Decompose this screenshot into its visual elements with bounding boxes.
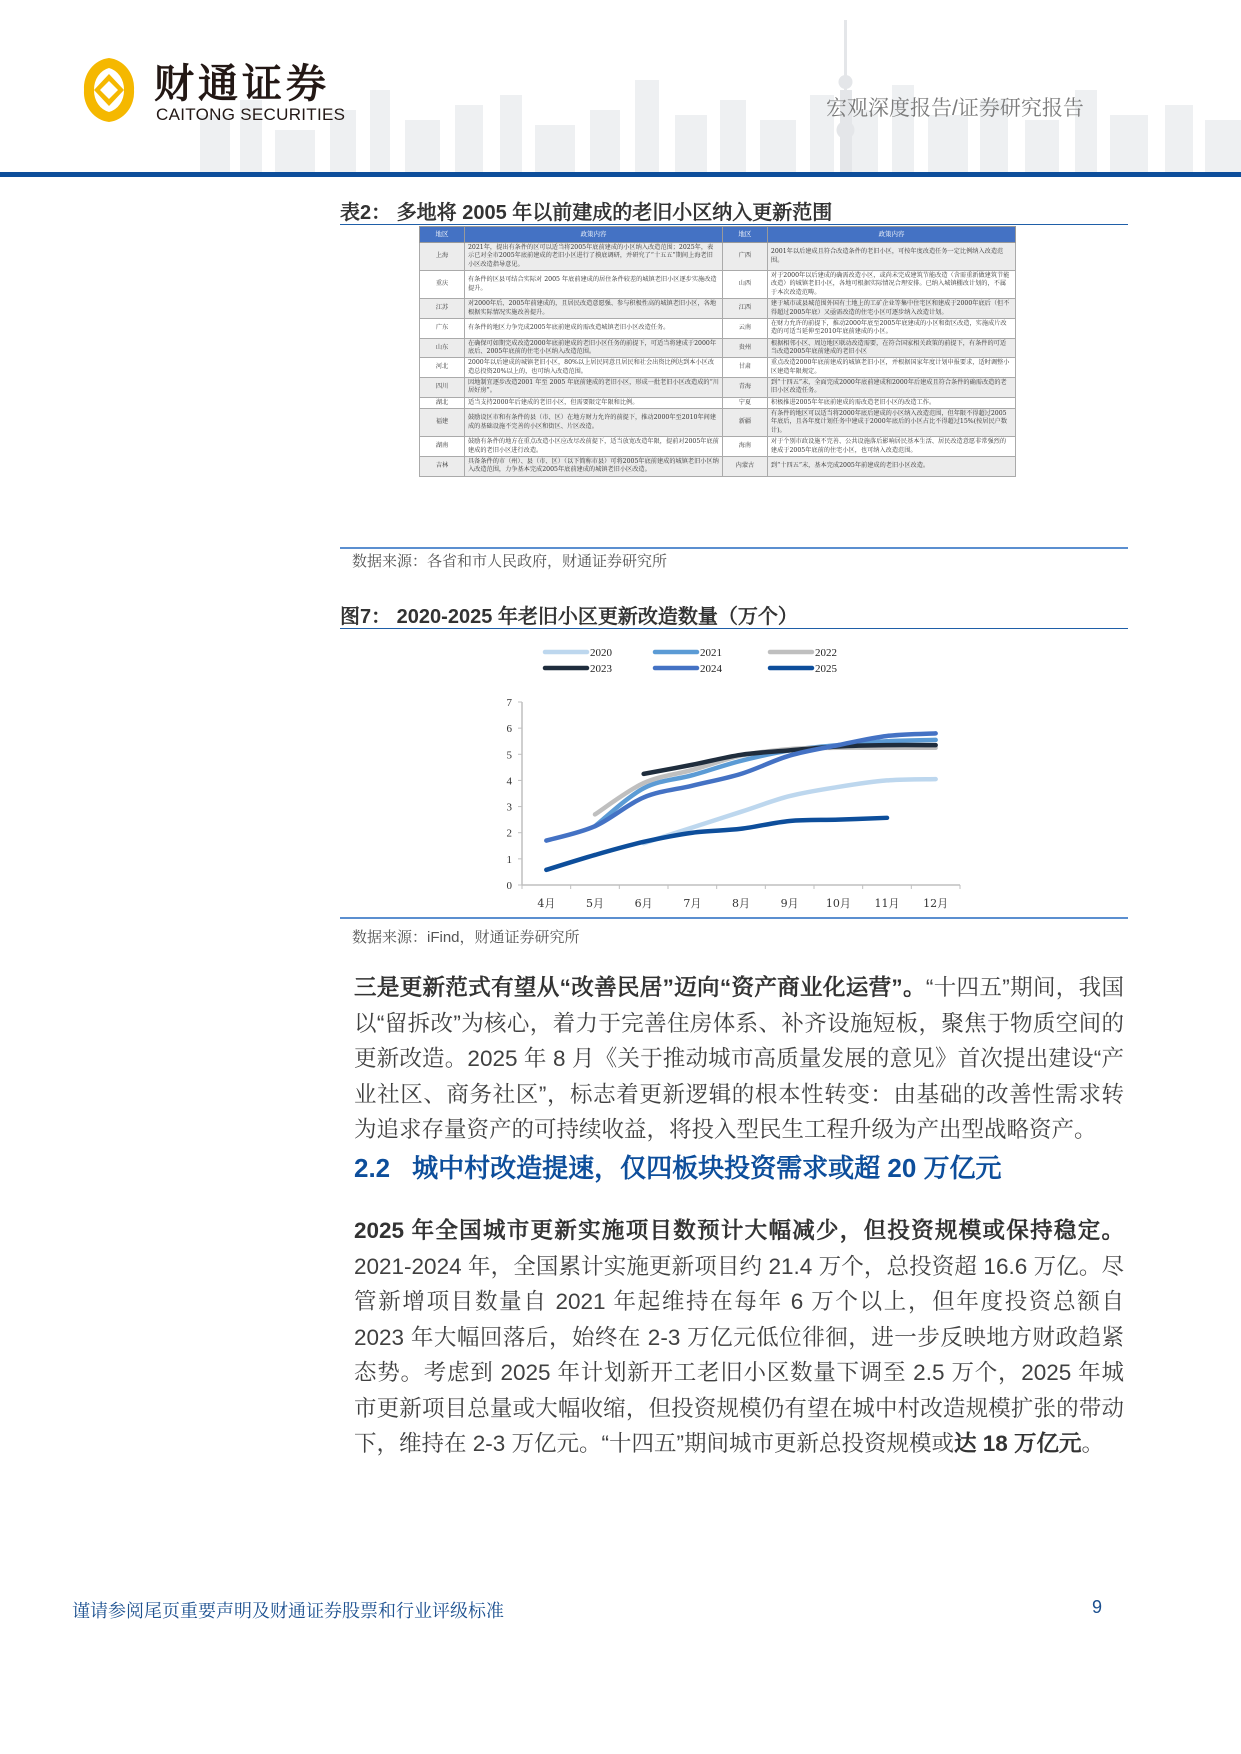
legend-item bbox=[655, 647, 722, 659]
legend-item bbox=[655, 663, 723, 675]
legend-item bbox=[545, 663, 613, 675]
region-cell: 重庆 bbox=[420, 271, 465, 299]
region-cell: 内蒙古 bbox=[722, 456, 767, 476]
logo-english-name: CAITONG SECURITIES bbox=[156, 105, 346, 124]
x-tick-label: 10月 bbox=[825, 897, 851, 910]
x-tick-label: 11月 bbox=[874, 897, 900, 910]
region-cell: 福建 bbox=[420, 409, 465, 437]
body-paragraph bbox=[354, 1213, 1124, 1462]
table-row bbox=[420, 243, 1016, 271]
policy-cell: 2021年，提出有条件的区可以适当将2005年底前建成的小区纳入改造范围；2025年，表示已对全市2005年底前建成的老旧小区进行了摸底调研，并研究了“十五五”期间上海老旧小区改造指导意见。 bbox=[465, 243, 723, 271]
paragraph-body: “十四五”期间，我国以“留拆改”为核心，着力于完善住房体系、补齐设施短板，聚焦于物质空间的更新改造。2025 年 8 月《关于推动城市高质量发展的意见》首次提出建设“产业社区、商务社区”，标志着更新逻辑的根本性转变：由基础的改善性需求转为追求存量资产的可持续收益，将投入型民生工程升级为产出型战略资产。 bbox=[354, 975, 1124, 1142]
header-policy: 政策内容 bbox=[767, 227, 1015, 243]
policy-cell: 根据相邻小区、周边地区联动改造需要，在符合国家相关政策的前提下，有条件的可适当改造2005年底前建成的老旧小区 bbox=[767, 338, 1015, 358]
table-caption: 表2： 多地将 2005 年以前建成的老旧小区纳入更新范围 bbox=[340, 202, 833, 224]
legend-label: 2022 bbox=[815, 647, 837, 659]
region-cell: 吉林 bbox=[420, 456, 465, 476]
policy-cell: 鼓励有条件的地方在重点改造小区应改尽改前提下，适当放宽改造年限，提前对2005年底前建成的老旧小区进行改造。 bbox=[465, 437, 723, 457]
policy-cell: 对2000年后、2005年前建成的，且居民改造意愿强、参与积极性高的城镇老旧小区，各地根据实际情况实施改善提升。 bbox=[465, 299, 723, 319]
y-tick-label: 2 bbox=[506, 827, 512, 840]
policy-cell: 有条件的地区可以适当将2000年底后建成的小区纳入改造范围，但年限不得超过2005年底后，且各年度计划任务中建成于2000年底后的小区占比不得超过15%(按居民户数计)。 bbox=[767, 409, 1015, 437]
table-source: 数据来源：各省和市人民政府，财通证券研究所 bbox=[352, 553, 668, 570]
region-cell: 云南 bbox=[722, 318, 767, 338]
page-header bbox=[0, 0, 1241, 178]
y-tick-label: 7 bbox=[506, 697, 512, 709]
figure-source: 数据来源：iFind，财通证券研究所 bbox=[352, 929, 580, 946]
region-cell: 湖北 bbox=[420, 397, 465, 408]
x-tick-label: 12月 bbox=[923, 897, 949, 910]
policy-cell: 重点改造2000年底前建成的城镇老旧小区，并根据国家年度计划申报要求，适时调整小区建造年限规定。 bbox=[767, 358, 1015, 378]
table-row bbox=[420, 437, 1016, 457]
region-cell: 甘肃 bbox=[722, 358, 767, 378]
section-heading bbox=[354, 1148, 1002, 1185]
region-cell: 新疆 bbox=[722, 409, 767, 437]
table-row bbox=[420, 358, 1016, 378]
x-tick-label: 5月 bbox=[586, 897, 604, 910]
y-tick-label: 4 bbox=[506, 775, 512, 788]
x-tick-label: 7月 bbox=[683, 897, 702, 910]
paragraph-emphasis: 达 18 万亿元 bbox=[954, 1431, 1082, 1456]
legend-item bbox=[770, 647, 837, 659]
region-cell: 四川 bbox=[420, 378, 465, 398]
region-cell: 湖南 bbox=[420, 437, 465, 457]
report-type-label: 宏观深度报告/证券研究报告 bbox=[826, 97, 1084, 120]
table-row bbox=[420, 378, 1016, 398]
legend-item bbox=[770, 663, 838, 675]
region-cell: 宁夏 bbox=[722, 397, 767, 408]
table-bottom-rule bbox=[340, 547, 1128, 549]
policy-cell: 在确保可如期完成改造2000年底前建成的老旧小区任务的前提下，可适当将建成于2000年底后、2005年底前的住宅小区纳入改造范围。 bbox=[465, 338, 723, 358]
table-header-row bbox=[420, 227, 1016, 243]
region-cell: 江苏 bbox=[420, 299, 465, 319]
y-tick-label: 0 bbox=[506, 880, 512, 892]
header-policy: 政策内容 bbox=[465, 227, 723, 243]
paragraph-lead: 三是更新范式有望从“改善民居”迈向“资产商业化运营”。 bbox=[354, 975, 926, 1000]
legend-label: 2020 bbox=[590, 647, 612, 659]
policy-cell: 对于2000年以后建成的确需改造小区，或尚未完成建筑节能改造（含需重新做建筑节能改造）的城镇老旧小区，各地可根据实际情况合理安排。已纳入城镇棚改计划的，不属于本次改造范畴。 bbox=[767, 271, 1015, 299]
region-cell: 江西 bbox=[722, 299, 767, 319]
y-tick-label: 1 bbox=[506, 853, 512, 866]
policy-cell: 对于个别市政设施不完善、公共设施落后影响居民基本生活、居民改造意愿非常强烈的建成于2005年底前的住宅小区，也可纳入改造范围。 bbox=[767, 437, 1015, 457]
table-row bbox=[420, 318, 1016, 338]
y-tick-label: 5 bbox=[506, 749, 512, 762]
policy-cell: 2001年以后建成且符合改造条件的老旧小区，可按年度改造任务一定比例纳入改造范围。 bbox=[767, 243, 1015, 271]
paragraph-body: 2021-2024 年，全国累计实施更新项目约 21.4 万个，总投资超 16.6 万亿。尽管新增项目数量自 2021 年起维持在每年 6 万个以上，但年度投资总额自 2023 年大幅回落后，始终在 2-3 万亿元低位徘徊，进一步反映地方财政趋紧态势。考虑到 2025 年计划新开工老旧小区数量下调至 2.5 万个，2025 年城市更新项目总量或大幅收缩，但投资规模仍有望在城中村改造规模扩张的带动下，维持在 2-3 万亿元。“十四五”期间城市更新总投资规模或 bbox=[354, 1253, 1124, 1456]
policy-cell: 因地制宜逐步改造2001 年至 2005 年底前建成的老旧小区，形成一批老旧小区改造成的“川居好房”。 bbox=[465, 378, 723, 398]
x-tick-label: 9月 bbox=[780, 897, 799, 910]
region-cell: 河北 bbox=[420, 358, 465, 378]
disclaimer-link[interactable]: 谨请参阅尾页重要声明及财通证券股票和行业评级标准 bbox=[72, 1601, 504, 1621]
policy-cell: 有条件的区县可结合实际对 2005 年底前建成的居住条件较差的城镇老旧小区逐步实施改造提升。 bbox=[465, 271, 723, 299]
policy-cell: 有条件的地区力争完成2005年底前建成的需改造城镇老旧小区改造任务。 bbox=[465, 318, 723, 338]
x-tick-label: 8月 bbox=[732, 897, 750, 910]
region-cell: 海南 bbox=[722, 437, 767, 457]
policy-cell: 具备条件的市（州）、县（市、区）（以下简称市县）可将2005年底前建成的城镇老旧小区纳入改造范围，力争基本完成2005年底前建成的城镇老旧小区改造。 bbox=[465, 456, 723, 476]
figure-bottom-rule bbox=[340, 917, 1128, 919]
section-title: 城中村改造提速，仅四板块投资需求或超 20 万亿元 bbox=[412, 1153, 1002, 1183]
header-region: 地区 bbox=[420, 227, 465, 243]
y-tick-label: 3 bbox=[506, 801, 512, 814]
y-tick-label: 6 bbox=[506, 723, 512, 736]
paragraph-tail: 。 bbox=[1081, 1431, 1105, 1456]
table-row bbox=[420, 409, 1016, 437]
body-paragraph bbox=[354, 970, 1124, 1148]
x-tick-label: 6月 bbox=[634, 897, 653, 910]
policy-table bbox=[419, 226, 1016, 477]
table-row bbox=[420, 456, 1016, 476]
legend-label: 2025 bbox=[815, 663, 837, 675]
x-tick-label: 4月 bbox=[537, 897, 556, 910]
region-cell: 贵州 bbox=[722, 338, 767, 358]
figure-caption: 图7： 2020-2025 年老旧小区更新改造数量（万个） bbox=[340, 606, 798, 628]
region-cell: 山东 bbox=[420, 338, 465, 358]
legend-label: 2024 bbox=[700, 663, 722, 675]
table-row bbox=[420, 271, 1016, 299]
table-row bbox=[420, 299, 1016, 319]
region-cell: 广东 bbox=[420, 318, 465, 338]
region-cell: 广西 bbox=[722, 243, 767, 271]
policy-cell: 建于城市或县城范围外国有土地上的工矿企业等集中住宅区和建成于2000年底后（但不得超过2005年底）又亟需改造的住宅小区可逐步纳入改造计划。 bbox=[767, 299, 1015, 319]
header-divider bbox=[0, 172, 1241, 177]
logo-chinese-name: 财通证券 bbox=[154, 60, 330, 107]
region-cell: 上海 bbox=[420, 243, 465, 271]
policy-cell: 鼓励设区市和有条件的县（市、区）在地方财力允许的前提下，推动2000年至2010年间建成的基础设施不完善的小区和街区、片区改造。 bbox=[465, 409, 723, 437]
table-row bbox=[420, 397, 1016, 408]
logo-mark-icon bbox=[72, 50, 146, 130]
header-region: 地区 bbox=[722, 227, 767, 243]
policy-cell: 在财力允许的前提下，推动2000年底至2005年底建成的小区和街区改造，实施成片改造的可适当延伸至2010年底前建成的小区。 bbox=[767, 318, 1015, 338]
section-number: 2.2 bbox=[354, 1153, 391, 1183]
legend-item bbox=[545, 647, 613, 659]
line-chart bbox=[470, 640, 970, 915]
region-cell: 青海 bbox=[722, 378, 767, 398]
caption-rule bbox=[340, 628, 1128, 629]
legend-label: 2021 bbox=[700, 647, 722, 659]
table-row bbox=[420, 338, 1016, 358]
legend-label: 2023 bbox=[590, 663, 612, 675]
policy-cell: 积极推进2005年年底前建成的需改造老旧小区的改造工作。 bbox=[767, 397, 1015, 408]
page-number: 9 bbox=[1092, 1597, 1103, 1617]
company-logo bbox=[72, 50, 372, 130]
policy-cell: 2000年以后建成的城镇老旧小区，80%以上居民同意且居民和社会出资比例达到本小区改造总投资20%以上的，也可纳入改造范围。 bbox=[465, 358, 723, 378]
caption-rule bbox=[340, 224, 1128, 225]
paragraph-lead: 2025 年全国城市更新实施项目数预计大幅减少，但投资规模或保持稳定。 bbox=[354, 1218, 1124, 1243]
policy-cell: 到“十四五”末，全面完成2000年底前建成和2000年后建成且符合条件的确需改造的老旧小区改造任务。 bbox=[767, 378, 1015, 398]
policy-cell: 到“十四五”末，基本完成2005年前建成的老旧小区改造。 bbox=[767, 456, 1015, 476]
policy-cell: 适当支持2000年后建成的老旧小区，但需要限定年限和比例。 bbox=[465, 397, 723, 408]
region-cell: 山西 bbox=[722, 271, 767, 299]
